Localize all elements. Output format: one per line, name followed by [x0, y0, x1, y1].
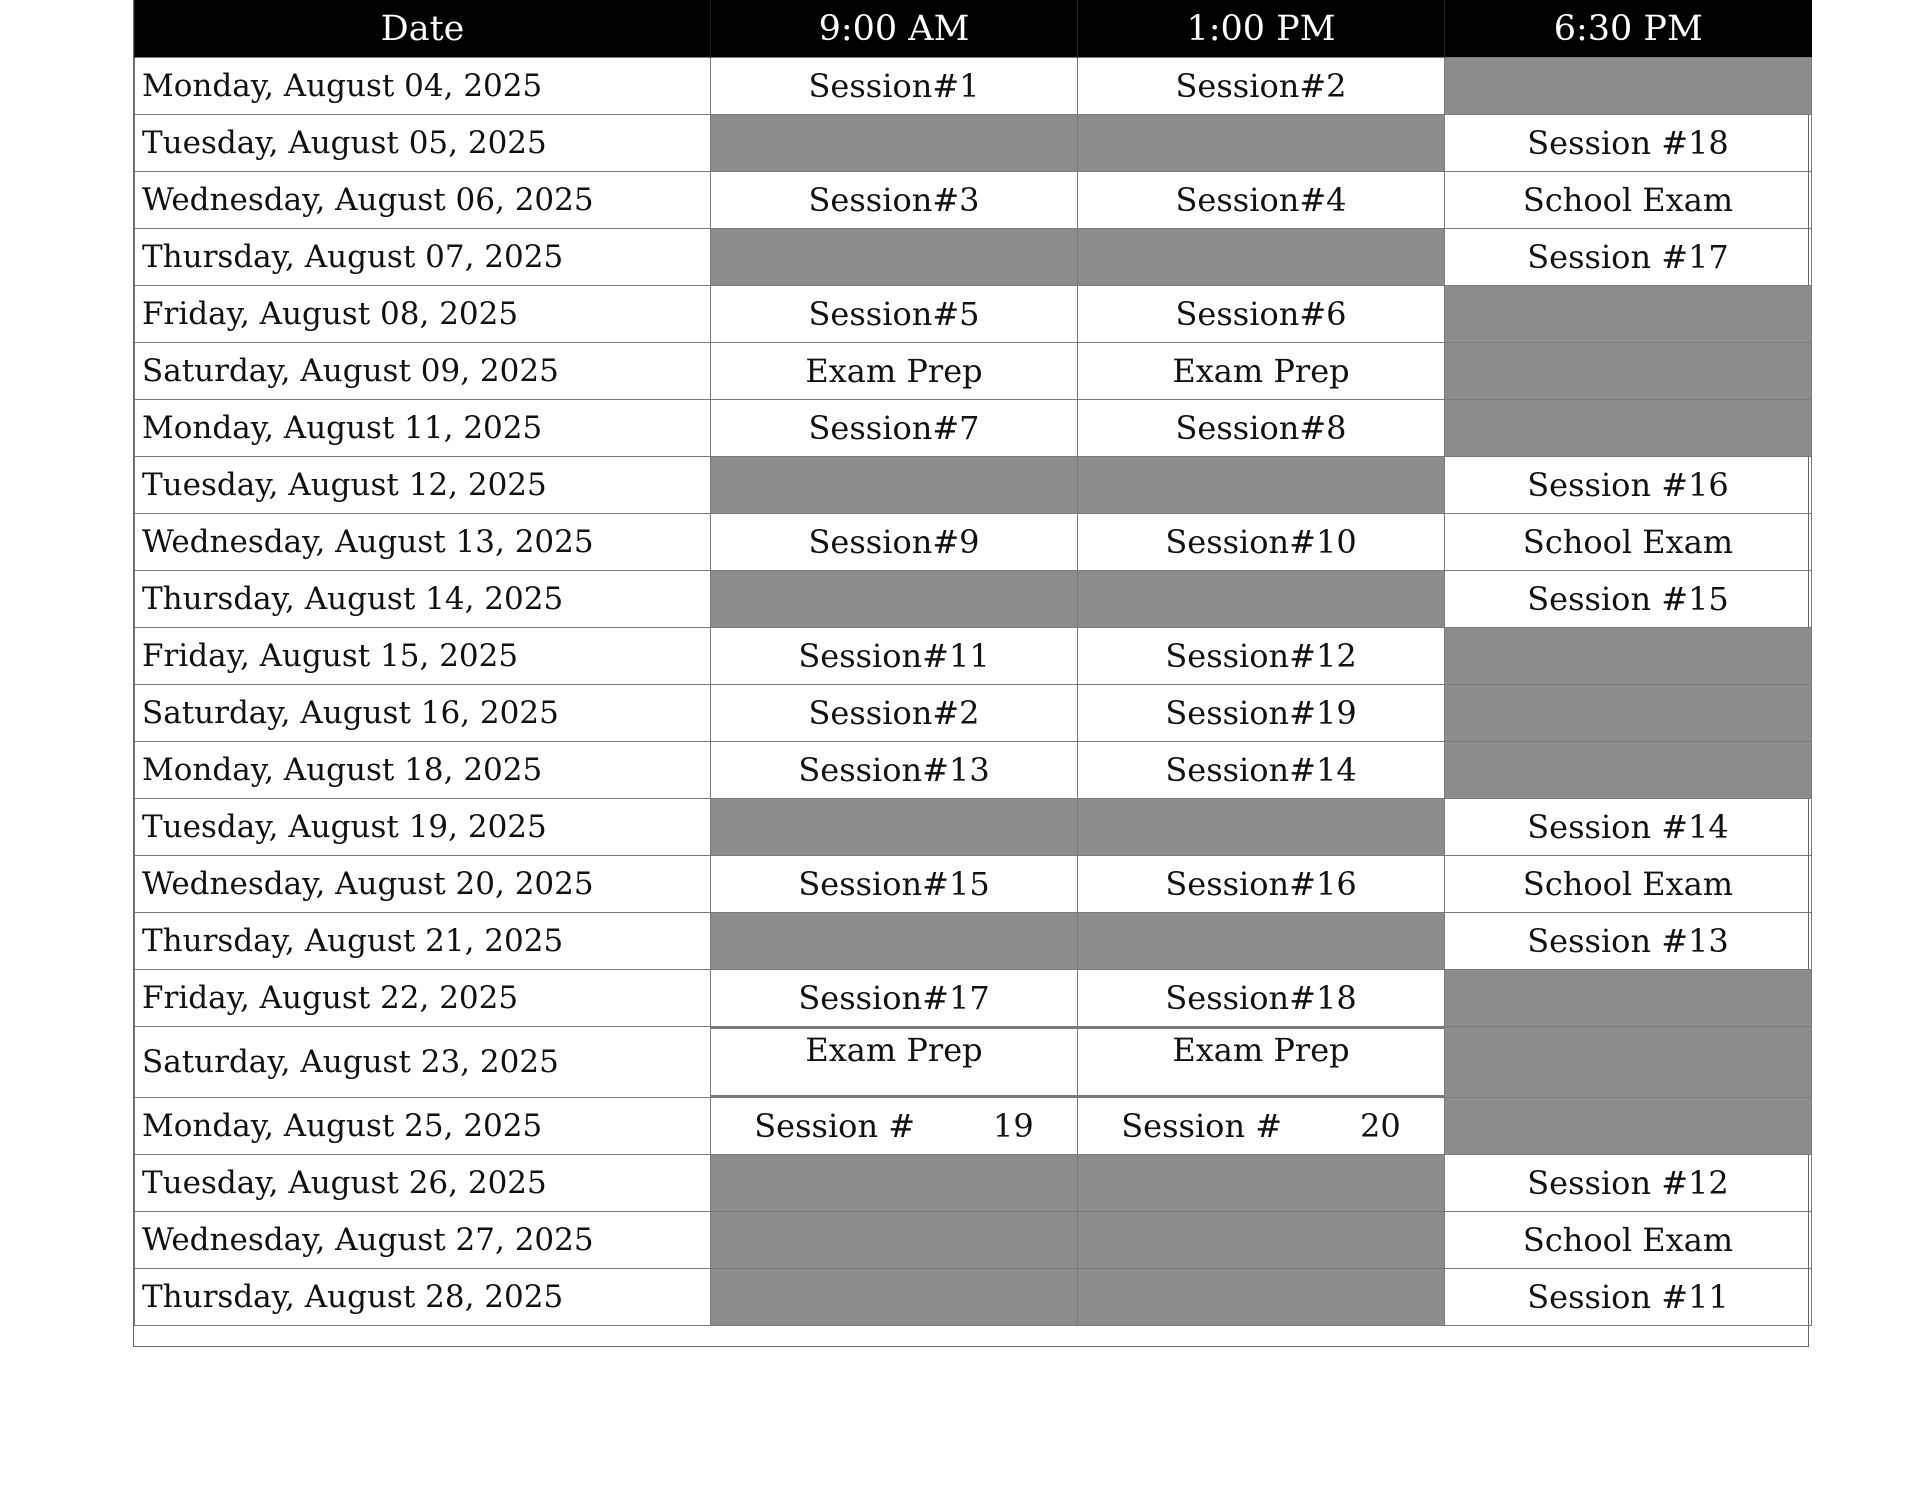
slot-cell: Session#8 — [1078, 400, 1445, 457]
date-cell: Wednesday, August 27, 2025 — [135, 1212, 711, 1269]
empty-slot-cell — [1078, 1269, 1445, 1326]
table-row — [135, 913, 1812, 970]
slot-cell: Session#9 — [711, 514, 1078, 571]
empty-slot-cell — [711, 457, 1078, 514]
date-cell: Tuesday, August 19, 2025 — [135, 799, 711, 856]
date-cell: Wednesday, August 06, 2025 — [135, 172, 711, 229]
table-row — [135, 742, 1812, 799]
table-row — [135, 286, 1812, 343]
slot-cell: Session #11 — [1445, 1269, 1812, 1326]
empty-slot-cell — [1078, 1155, 1445, 1212]
slot-cell: Session#19 — [1078, 685, 1445, 742]
date-cell: Tuesday, August 12, 2025 — [135, 457, 711, 514]
empty-slot-cell — [1445, 970, 1812, 1027]
empty-slot-cell — [1445, 58, 1812, 115]
table-row — [135, 856, 1812, 913]
table-row — [135, 1098, 1812, 1155]
empty-slot-cell — [711, 1155, 1078, 1212]
date-cell: Thursday, August 07, 2025 — [135, 229, 711, 286]
slot-cell: Session#5 — [711, 286, 1078, 343]
slot-cell: Session#2 — [1078, 58, 1445, 115]
slot-cell: Session #15 — [1445, 571, 1812, 628]
empty-slot-cell — [1445, 685, 1812, 742]
header-slot-1pm: 1:00 PM — [1078, 0, 1445, 58]
slot-cell: Session#15 — [711, 856, 1078, 913]
empty-slot-cell — [1445, 742, 1812, 799]
table-row — [135, 58, 1812, 115]
slot-cell: Session#10 — [1078, 514, 1445, 571]
date-cell: Monday, August 25, 2025 — [135, 1098, 711, 1155]
slot-cell: Session#13 — [711, 742, 1078, 799]
date-cell: Thursday, August 28, 2025 — [135, 1269, 711, 1326]
table-row — [135, 172, 1812, 229]
slot-cell: School Exam — [1445, 1212, 1812, 1269]
date-cell: Wednesday, August 13, 2025 — [135, 514, 711, 571]
slot-cell: Session #13 — [1445, 913, 1812, 970]
empty-slot-cell — [1078, 457, 1445, 514]
table-row — [135, 1155, 1812, 1212]
date-cell: Friday, August 22, 2025 — [135, 970, 711, 1027]
empty-slot-cell — [1078, 913, 1445, 970]
date-cell: Monday, August 04, 2025 — [135, 58, 711, 115]
slot-cell: Session#7 — [711, 400, 1078, 457]
table-row — [135, 229, 1812, 286]
date-cell: Tuesday, August 26, 2025 — [135, 1155, 711, 1212]
empty-slot-cell — [1078, 799, 1445, 856]
table-row — [135, 1269, 1812, 1326]
empty-slot-cell — [711, 1212, 1078, 1269]
table-row — [135, 799, 1812, 856]
empty-slot-cell — [1445, 286, 1812, 343]
split-session-label — [1121, 1107, 1401, 1145]
table-row — [135, 514, 1812, 571]
session-number: 19 — [993, 1107, 1034, 1145]
slot-cell: Session#12 — [1078, 628, 1445, 685]
empty-slot-cell — [1445, 400, 1812, 457]
date-cell: Monday, August 18, 2025 — [135, 742, 711, 799]
slot-cell: School Exam — [1445, 856, 1812, 913]
slot-cell: Session #12 — [1445, 1155, 1812, 1212]
slot-cell — [711, 1098, 1078, 1155]
empty-slot-cell — [1078, 115, 1445, 172]
header-row — [135, 0, 1812, 58]
slot-cell: Session#6 — [1078, 286, 1445, 343]
date-cell: Thursday, August 14, 2025 — [135, 571, 711, 628]
slot-cell: Session#14 — [1078, 742, 1445, 799]
table-row — [135, 685, 1812, 742]
session-schedule-table — [134, 0, 1812, 1326]
table-row — [135, 343, 1812, 400]
empty-slot-cell — [711, 571, 1078, 628]
session-number: 20 — [1360, 1107, 1401, 1145]
date-cell: Friday, August 08, 2025 — [135, 286, 711, 343]
slot-cell: Session#16 — [1078, 856, 1445, 913]
date-cell: Wednesday, August 20, 2025 — [135, 856, 711, 913]
slot-cell — [1078, 1098, 1445, 1155]
table-row — [135, 115, 1812, 172]
empty-slot-cell — [711, 229, 1078, 286]
date-cell: Monday, August 11, 2025 — [135, 400, 711, 457]
date-cell: Friday, August 15, 2025 — [135, 628, 711, 685]
empty-slot-cell — [1445, 343, 1812, 400]
slot-cell: Exam Prep — [711, 1027, 1078, 1098]
table-row — [135, 457, 1812, 514]
empty-slot-cell — [1445, 1098, 1812, 1155]
date-cell: Saturday, August 09, 2025 — [135, 343, 711, 400]
date-cell: Saturday, August 23, 2025 — [135, 1027, 711, 1098]
empty-slot-cell — [1078, 1212, 1445, 1269]
slot-cell: Session#2 — [711, 685, 1078, 742]
date-cell: Tuesday, August 05, 2025 — [135, 115, 711, 172]
slot-cell: Session#1 — [711, 58, 1078, 115]
date-cell: Saturday, August 16, 2025 — [135, 685, 711, 742]
empty-slot-cell — [711, 115, 1078, 172]
slot-cell: Session#17 — [711, 970, 1078, 1027]
slot-cell: Session#18 — [1078, 970, 1445, 1027]
header-slot-630pm: 6:30 PM — [1445, 0, 1812, 58]
empty-slot-cell — [1445, 628, 1812, 685]
slot-cell: Session#4 — [1078, 172, 1445, 229]
slot-cell: Session #16 — [1445, 457, 1812, 514]
table-row — [135, 571, 1812, 628]
slot-cell: School Exam — [1445, 514, 1812, 571]
table-row — [135, 400, 1812, 457]
slot-cell: Session#11 — [711, 628, 1078, 685]
session-prefix: Session # — [754, 1107, 916, 1145]
empty-slot-cell — [711, 913, 1078, 970]
empty-slot-cell — [1078, 571, 1445, 628]
table-row — [135, 1212, 1812, 1269]
slot-cell: Session #14 — [1445, 799, 1812, 856]
session-prefix: Session # — [1121, 1107, 1283, 1145]
slot-cell: Session#3 — [711, 172, 1078, 229]
date-cell: Thursday, August 21, 2025 — [135, 913, 711, 970]
empty-slot-cell — [711, 799, 1078, 856]
table-row — [135, 1027, 1812, 1098]
table-row — [135, 970, 1812, 1027]
header-date: Date — [135, 0, 711, 58]
table-row — [135, 628, 1812, 685]
slot-cell: Exam Prep — [1078, 1027, 1445, 1098]
split-session-label — [754, 1107, 1034, 1145]
empty-slot-cell — [1078, 229, 1445, 286]
header-slot-9am: 9:00 AM — [711, 0, 1078, 58]
slot-cell: School Exam — [1445, 172, 1812, 229]
schedule-sheet — [133, 0, 1809, 1347]
slot-cell: Session #18 — [1445, 115, 1812, 172]
slot-cell: Session #17 — [1445, 229, 1812, 286]
slot-cell: Exam Prep — [1078, 343, 1445, 400]
slot-cell: Exam Prep — [711, 343, 1078, 400]
empty-slot-cell — [711, 1269, 1078, 1326]
empty-slot-cell — [1445, 1027, 1812, 1098]
